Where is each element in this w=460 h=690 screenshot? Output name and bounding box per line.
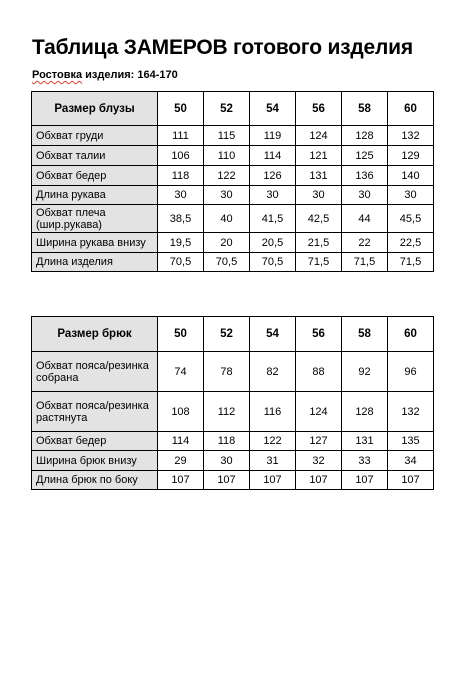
- measurement-value: 40: [204, 205, 250, 233]
- measurement-value: 74: [158, 352, 204, 392]
- measurement-value: 20,5: [250, 233, 296, 253]
- measurement-value: 107: [158, 471, 204, 490]
- pants-size-table: [31, 316, 434, 490]
- measurement-label: Обхват груди: [32, 126, 158, 146]
- measurement-value: 118: [204, 432, 250, 451]
- pants-body: [32, 352, 434, 490]
- measurement-value: 119: [250, 126, 296, 146]
- measurement-value: 71,5: [388, 253, 434, 272]
- pants-size-header: 54: [250, 317, 296, 352]
- table-row: [32, 126, 434, 146]
- spellcheck-word: Ростовка: [32, 69, 83, 81]
- measurement-value: 30: [204, 451, 250, 471]
- page-title: Таблица ЗАМЕРОВ готового изделия: [32, 36, 413, 59]
- pants-size-header: 56: [296, 317, 342, 352]
- size-range-label: [32, 68, 178, 82]
- measurement-label: Обхват пояса/резинка собрана: [32, 352, 158, 392]
- blouse-size-header: 58: [342, 92, 388, 126]
- measurement-label: Длина рукава: [32, 186, 158, 205]
- measurement-value: 131: [342, 432, 388, 451]
- measurement-value: 70,5: [204, 253, 250, 272]
- pants-size-header: 50: [158, 317, 204, 352]
- measurement-value: 70,5: [158, 253, 204, 272]
- measurement-label: Обхват плеча (шир.рукава): [32, 205, 158, 233]
- measurement-value: 127: [296, 432, 342, 451]
- measurement-value: 135: [388, 432, 434, 451]
- measurement-value: 96: [388, 352, 434, 392]
- measurement-value: 30: [388, 186, 434, 205]
- measurement-label: Обхват бедер: [32, 432, 158, 451]
- measurement-value: 124: [296, 392, 342, 432]
- measurement-value: 45,5: [388, 205, 434, 233]
- blouse-header-label: Размер блузы: [32, 92, 158, 126]
- measurement-value: 132: [388, 126, 434, 146]
- measurement-value: 70,5: [250, 253, 296, 272]
- measurement-value: 116: [250, 392, 296, 432]
- table-row: [32, 471, 434, 490]
- measurement-value: 38,5: [158, 205, 204, 233]
- pants-size-header: 52: [204, 317, 250, 352]
- measurement-value: 44: [342, 205, 388, 233]
- measurement-label: Длина изделия: [32, 253, 158, 272]
- measurement-value: 21,5: [296, 233, 342, 253]
- measurement-value: 124: [296, 126, 342, 146]
- measurement-value: 107: [250, 471, 296, 490]
- table-row: [32, 451, 434, 471]
- measurement-value: 34: [388, 451, 434, 471]
- measurement-label: Обхват бедер: [32, 166, 158, 186]
- measurement-value: 22: [342, 233, 388, 253]
- table-row: [32, 392, 434, 432]
- blouse-size-header: 56: [296, 92, 342, 126]
- measurement-value: 82: [250, 352, 296, 392]
- measurement-label: Длина брюк по боку: [32, 471, 158, 490]
- measurement-value: 106: [158, 146, 204, 166]
- measurement-value: 42,5: [296, 205, 342, 233]
- measurement-value: 30: [342, 186, 388, 205]
- measurement-value: 78: [204, 352, 250, 392]
- measurement-value: 107: [296, 471, 342, 490]
- measurement-value: 140: [388, 166, 434, 186]
- table-row: [32, 186, 434, 205]
- measurement-value: 30: [250, 186, 296, 205]
- pants-header-label: Размер брюк: [32, 317, 158, 352]
- table-row: [32, 253, 434, 272]
- blouse-header-row: [32, 92, 434, 126]
- table-row: [32, 432, 434, 451]
- measurement-label: Ширина брюк внизу: [32, 451, 158, 471]
- measurement-value: 29: [158, 451, 204, 471]
- table-row: [32, 352, 434, 392]
- pants-size-header: 58: [342, 317, 388, 352]
- measurement-value: 128: [342, 126, 388, 146]
- measurement-value: 92: [342, 352, 388, 392]
- measurement-value: 19,5: [158, 233, 204, 253]
- measurement-value: 131: [296, 166, 342, 186]
- measurement-value: 107: [342, 471, 388, 490]
- measurement-label: Ширина рукава внизу: [32, 233, 158, 253]
- table-row: [32, 233, 434, 253]
- measurement-value: 88: [296, 352, 342, 392]
- measurement-value: 121: [296, 146, 342, 166]
- measurement-value: 30: [158, 186, 204, 205]
- measurement-value: 132: [388, 392, 434, 432]
- measurement-value: 110: [204, 146, 250, 166]
- blouse-size-header: 50: [158, 92, 204, 126]
- measurement-value: 118: [158, 166, 204, 186]
- measurement-value: 41,5: [250, 205, 296, 233]
- measurement-value: 33: [342, 451, 388, 471]
- blouse-size-table: [31, 91, 434, 272]
- measurement-value: 108: [158, 392, 204, 432]
- blouse-size-header: 54: [250, 92, 296, 126]
- measurement-value: 112: [204, 392, 250, 432]
- pants-size-header: 60: [388, 317, 434, 352]
- measurement-value: 129: [388, 146, 434, 166]
- measurement-value: 114: [250, 146, 296, 166]
- table-row: [32, 205, 434, 233]
- measurement-value: 122: [250, 432, 296, 451]
- measurement-value: 71,5: [296, 253, 342, 272]
- measurement-value: 114: [158, 432, 204, 451]
- table-row: [32, 166, 434, 186]
- measurement-value: 125: [342, 146, 388, 166]
- measurement-value: 107: [204, 471, 250, 490]
- measurement-value: 136: [342, 166, 388, 186]
- measurement-value: 22,5: [388, 233, 434, 253]
- measurement-value: 30: [204, 186, 250, 205]
- measurement-value: 71,5: [342, 253, 388, 272]
- measurement-value: 31: [250, 451, 296, 471]
- blouse-size-header: 60: [388, 92, 434, 126]
- blouse-body: [32, 126, 434, 272]
- measurement-value: 126: [250, 166, 296, 186]
- pants-header-row: [32, 317, 434, 352]
- measurement-label: Обхват талии: [32, 146, 158, 166]
- measurement-value: 115: [204, 126, 250, 146]
- table-row: [32, 146, 434, 166]
- measurement-value: 128: [342, 392, 388, 432]
- blouse-size-header: 52: [204, 92, 250, 126]
- measurement-value: 107: [388, 471, 434, 490]
- measurement-value: 32: [296, 451, 342, 471]
- measurement-value: 20: [204, 233, 250, 253]
- measurement-value: 30: [296, 186, 342, 205]
- size-range-text: изделия: 164-170: [82, 69, 178, 81]
- measurement-label: Обхват пояса/резинка растянута: [32, 392, 158, 432]
- measurement-value: 111: [158, 126, 204, 146]
- measurement-value: 122: [204, 166, 250, 186]
